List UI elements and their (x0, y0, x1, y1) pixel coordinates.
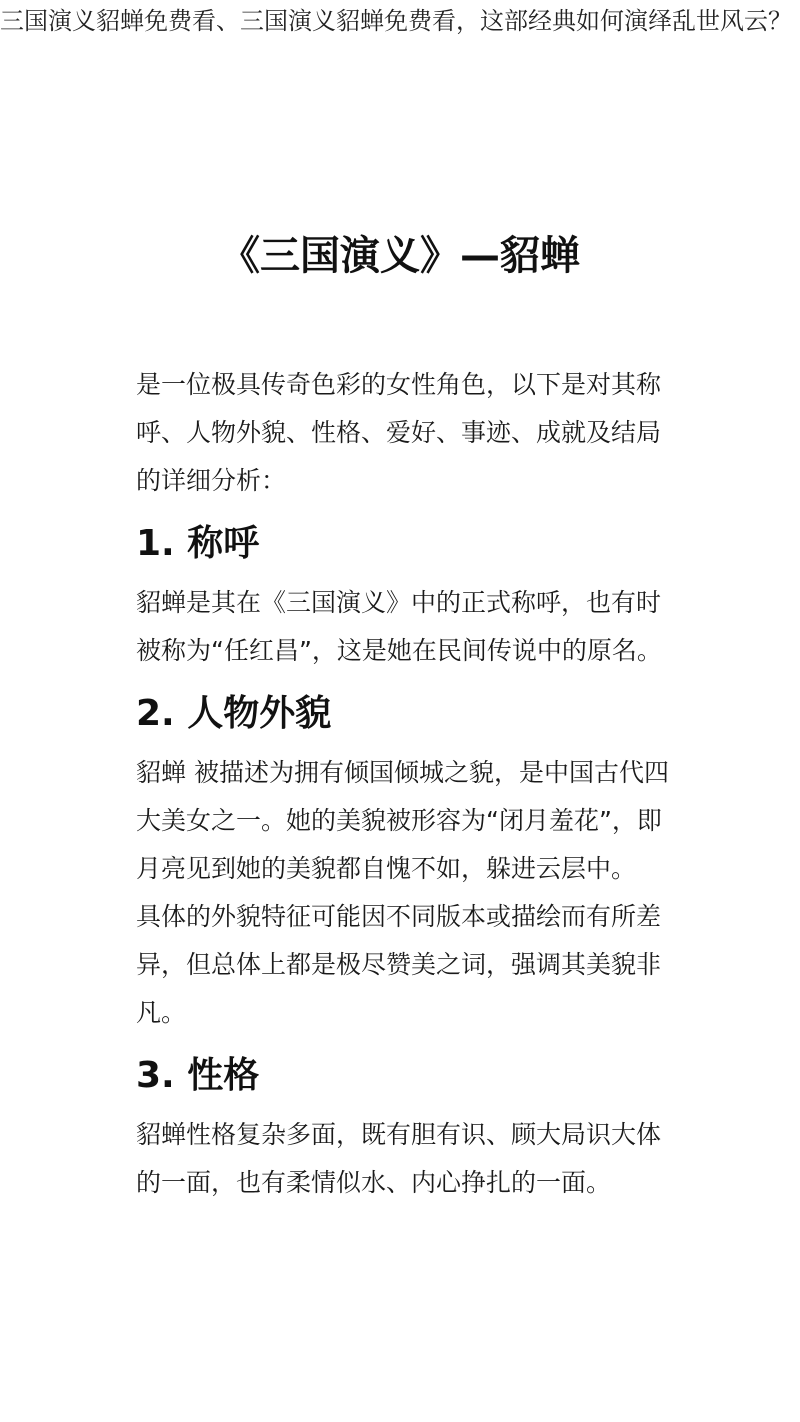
section-paragraph: 貂蝉性格复杂多面，既有胆有识、顾大局识大体的一面，也有柔情似水、内心挣扎的一面。 (136, 1120, 662, 1197)
section-paragraph: 具体的外貌特征可能因不同版本或描绘而有所差异，但总体上都是极尽赞美之词，强调其美貌非凡。 (136, 902, 662, 1027)
page-header: 三国演义貂蝉免费看、三国演义貂蝉免费看，这部经典如何演绎乱世风云？ (0, 7, 792, 35)
intro-paragraph: 是一位极具传奇色彩的女性角色，以下是对其称呼、人物外貌、性格、爱好、事迹、成就及结局的详细分析： (136, 370, 662, 495)
section-paragraph: 貂蝉 被描述为拥有倾国倾城之貌，是中国古代四大美女之一。她的美貌被形容为“闭月羞花”，即月亮见到她的美貌都自愧不如，躲进云层中。 (136, 758, 669, 883)
section-paragraph: 貂蝉是其在《三国演义》中的正式称呼，也有时被称为“任红昌”，这是她在民间传说中的原名。 (136, 588, 662, 665)
section-personality (136, 1051, 671, 1207)
article-body (136, 361, 671, 1207)
section-appearance (136, 689, 671, 1037)
card-title: 《三国演义》—貂蝉 (220, 233, 580, 279)
section-heading: 3. 性格 (136, 1055, 260, 1096)
section-heading: 1. 称呼 (136, 523, 260, 564)
section-appellation (136, 519, 671, 675)
section-heading: 2. 人物外貌 (136, 693, 332, 734)
